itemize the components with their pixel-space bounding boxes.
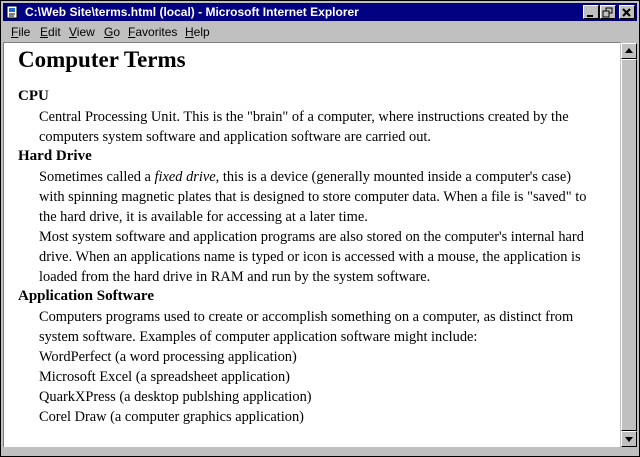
menu-help[interactable]: Help: [185, 25, 210, 39]
definition-line: computers system software and application software are carried out.: [39, 129, 431, 145]
example-item: QuarkXPress (a desktop publshing application): [39, 389, 312, 405]
status-bar: [3, 448, 637, 454]
term-hard-drive: Hard Drive: [18, 148, 92, 164]
scroll-up-button[interactable]: [621, 43, 637, 59]
definition-line: Most system software and application programs are also stored on the computer's internal hard: [39, 229, 584, 245]
window-title: C:\Web Site\terms.html (local) - Microsoft Internet Explorer: [25, 5, 359, 19]
page-viewport[interactable]: [3, 42, 620, 447]
page-title: Computer Terms: [18, 47, 186, 72]
definition-line: system software. Examples of computer application software might include:: [39, 329, 478, 345]
definition-line: Computers programs used to create or accomplish something on a computer, as distinct from: [39, 309, 574, 325]
menu-favorites[interactable]: Favorites: [128, 25, 178, 39]
definition-line: drive. When an applications name is typed or icon is accessed with a mouse, the application is: [39, 249, 581, 265]
menu-edit[interactable]: Edit: [40, 25, 61, 39]
definition-line: with spinning magnetic plates that is designed to store computer data. When a file is "saved" to: [39, 189, 587, 205]
scroll-thumb[interactable]: [621, 59, 637, 431]
definition-line: Sometimes called a fixed drive, this is a device (generally mounted inside a computer's case): [39, 169, 572, 185]
menu-file[interactable]: File: [11, 25, 31, 39]
example-item: Corel Draw (a computer graphics application): [39, 409, 304, 425]
definition-line: loaded from the hard drive in RAM and run by the system software.: [39, 269, 431, 285]
minimize-button[interactable]: [583, 5, 599, 19]
definition-line: Central Processing Unit. This is the "brain" of a computer, where instructions created by the: [39, 109, 569, 125]
ie-page-icon[interactable]: [6, 5, 20, 19]
title-bar[interactable]: [3, 3, 637, 21]
menu-view[interactable]: View: [69, 25, 95, 39]
example-item: WordPerfect (a word processing application): [39, 349, 297, 365]
restore-button[interactable]: [600, 5, 616, 19]
example-item: Microsoft Excel (a spreadsheet application): [39, 369, 290, 385]
close-button[interactable]: [619, 5, 635, 19]
vertical-scrollbar[interactable]: [621, 43, 637, 447]
menu-bar: [3, 22, 637, 42]
emphasis-fixed-drive: fixed drive: [154, 169, 216, 185]
definition-line: the hard drive, it is available for accessing at a later time.: [39, 209, 368, 225]
term-cpu: CPU: [18, 88, 49, 104]
term-application-software: Application Software: [18, 288, 154, 304]
scroll-down-button[interactable]: [621, 431, 637, 447]
menu-go[interactable]: Go: [104, 25, 121, 39]
